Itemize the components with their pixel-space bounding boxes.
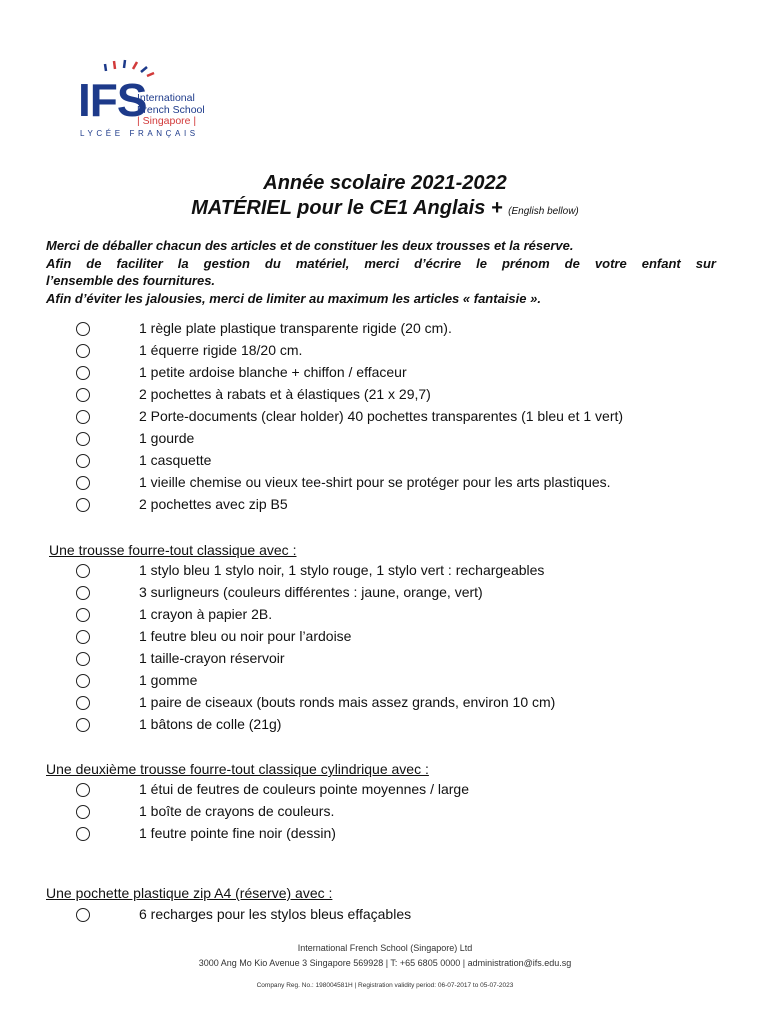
- checkbox-circle-icon[interactable]: [76, 388, 90, 402]
- checkbox-circle-icon[interactable]: [76, 827, 90, 841]
- checkbox-circle-icon[interactable]: [76, 696, 90, 710]
- item-label: 3 surligneurs (couleurs différentes : jaune, orange, vert): [139, 584, 483, 600]
- checklist-item[interactable]: [0, 649, 770, 671]
- item-label: 1 bâtons de colle (21g): [139, 716, 282, 732]
- checklist-item[interactable]: [0, 802, 770, 824]
- checkbox-circle-icon[interactable]: [76, 344, 90, 358]
- footer-company: International French School (Singapore) Ltd: [297, 943, 473, 953]
- checklist-item[interactable]: [0, 693, 770, 715]
- checklist-item[interactable]: [0, 407, 770, 429]
- checkbox-circle-icon[interactable]: [76, 410, 90, 424]
- document-title: Année scolaire 2021-2022: [263, 172, 507, 194]
- checklist-item[interactable]: [0, 429, 770, 451]
- item-label: 1 règle plate plastique transparente rigide (20 cm).: [139, 320, 452, 336]
- checklist-item[interactable]: [0, 495, 770, 517]
- checkbox-circle-icon[interactable]: [76, 322, 90, 336]
- intro-line-3: l’ensemble des fournitures.: [46, 273, 216, 288]
- checklist-item[interactable]: [0, 715, 770, 737]
- checklist-item[interactable]: [0, 627, 770, 649]
- item-label: 1 paire de ciseaux (bouts ronds mais assez grands, environ 10 cm): [139, 694, 556, 710]
- intro-line-4: Afin d’éviter les jalousies, merci de limiter au maximum les articles « fantaisie ».: [46, 290, 541, 306]
- item-label: 2 Porte-documents (clear holder) 40 pochettes transparentes (1 bleu et 1 vert): [139, 408, 624, 424]
- section-heading-trousse: Une trousse fourre-tout classique avec :: [49, 542, 297, 558]
- checkbox-circle-icon[interactable]: [76, 805, 90, 819]
- checkbox-circle-icon[interactable]: [76, 783, 90, 797]
- checkbox-circle-icon[interactable]: [76, 674, 90, 688]
- item-label: 1 feutre pointe fine noir (dessin): [139, 825, 336, 841]
- checkbox-circle-icon[interactable]: [76, 498, 90, 512]
- checklist-item[interactable]: [0, 363, 770, 385]
- checkbox-circle-icon[interactable]: [76, 908, 90, 922]
- checklist-item[interactable]: [0, 671, 770, 693]
- logo-school-name: [137, 93, 205, 128]
- document-subtitle: [0, 197, 770, 220]
- subtitle-note: (English bellow): [508, 206, 579, 217]
- checklist-item[interactable]: [0, 824, 770, 846]
- logo-lycee: LYCÉE FRANÇAIS: [80, 129, 199, 138]
- checklist-item[interactable]: [0, 561, 770, 583]
- item-label: 1 vieille chemise ou vieux tee-shirt pour se protéger pour les arts plastiques.: [139, 474, 611, 490]
- item-label: 1 équerre rigide 18/20 cm.: [139, 342, 303, 358]
- checklist-item[interactable]: [0, 341, 770, 363]
- checkbox-circle-icon[interactable]: [76, 476, 90, 490]
- item-label: 1 stylo bleu 1 stylo noir, 1 stylo rouge, 1 stylo vert : rechargeables: [139, 562, 545, 578]
- section-heading-pochette-reserve: Une pochette plastique zip A4 (réserve) avec :: [46, 885, 333, 901]
- item-label: 2 pochettes à rabats et à élastiques (21 x 29,7): [139, 386, 431, 402]
- item-label: 2 pochettes avec zip B5: [139, 496, 288, 512]
- item-label: 1 casquette: [139, 452, 212, 468]
- subtitle-main: MATÉRIEL pour le CE1 Anglais +: [191, 197, 503, 219]
- checkbox-circle-icon[interactable]: [76, 652, 90, 666]
- item-label: 1 feutre bleu ou noir pour l’ardoise: [139, 628, 352, 644]
- checkbox-circle-icon[interactable]: [76, 630, 90, 644]
- item-label: 1 crayon à papier 2B.: [139, 606, 273, 622]
- checkbox-circle-icon[interactable]: [76, 432, 90, 446]
- footer-address: 3000 Ang Mo Kio Avenue 3 Singapore 569928 | T: +65 6805 0000 | administration@ifs.edu.sg: [198, 958, 572, 968]
- logo-line1: International: [137, 92, 195, 104]
- item-label: 1 boîte de crayons de couleurs.: [139, 803, 335, 819]
- section-heading-trousse-cylindrique: Une deuxième trousse fourre-tout classique cylindrique avec :: [46, 761, 429, 777]
- checkbox-circle-icon[interactable]: [76, 608, 90, 622]
- checklist-item[interactable]: [0, 583, 770, 605]
- checklist-item[interactable]: [0, 319, 770, 341]
- logo-line2: French School: [137, 103, 205, 116]
- checklist-item[interactable]: [0, 451, 770, 473]
- checkbox-circle-icon[interactable]: [76, 454, 90, 468]
- item-label: 1 petite ardoise blanche + chiffon / effaceur: [139, 364, 407, 380]
- checkbox-circle-icon[interactable]: [76, 586, 90, 600]
- intro-line-1: Merci de déballer chacun des articles et de constituer les deux trousses et la réserve.: [46, 238, 574, 253]
- checkbox-circle-icon[interactable]: [76, 718, 90, 732]
- checklist-item[interactable]: [0, 385, 770, 407]
- item-label: 1 étui de feutres de couleurs pointe moyennes / large: [139, 781, 469, 797]
- intro-instructions: [46, 237, 716, 307]
- footer-registration: Company Reg. No.: 198004581H | Registration validity period: 06-07-2017 to 05-07-2023: [256, 982, 514, 989]
- item-label: 1 gomme: [139, 672, 198, 688]
- checklist-item[interactable]: [0, 905, 770, 927]
- checklist-item[interactable]: [0, 473, 770, 495]
- checklist-item[interactable]: [0, 605, 770, 627]
- checkbox-circle-icon[interactable]: [76, 366, 90, 380]
- logo-line3: | Singapore |: [137, 115, 197, 127]
- logo-mark: IFS: [78, 74, 147, 126]
- item-label: 6 recharges pour les stylos bleus effaçables: [139, 906, 412, 922]
- intro-line-2: Afin de faciliter la gestion du matériel, merci d’écrire le prénom de votre enfant sur: [46, 255, 716, 271]
- checklist-item[interactable]: [0, 780, 770, 802]
- school-logo: [78, 55, 218, 145]
- item-label: 1 taille-crayon réservoir: [139, 650, 285, 666]
- item-label: 1 gourde: [139, 430, 195, 446]
- checkbox-circle-icon[interactable]: [76, 564, 90, 578]
